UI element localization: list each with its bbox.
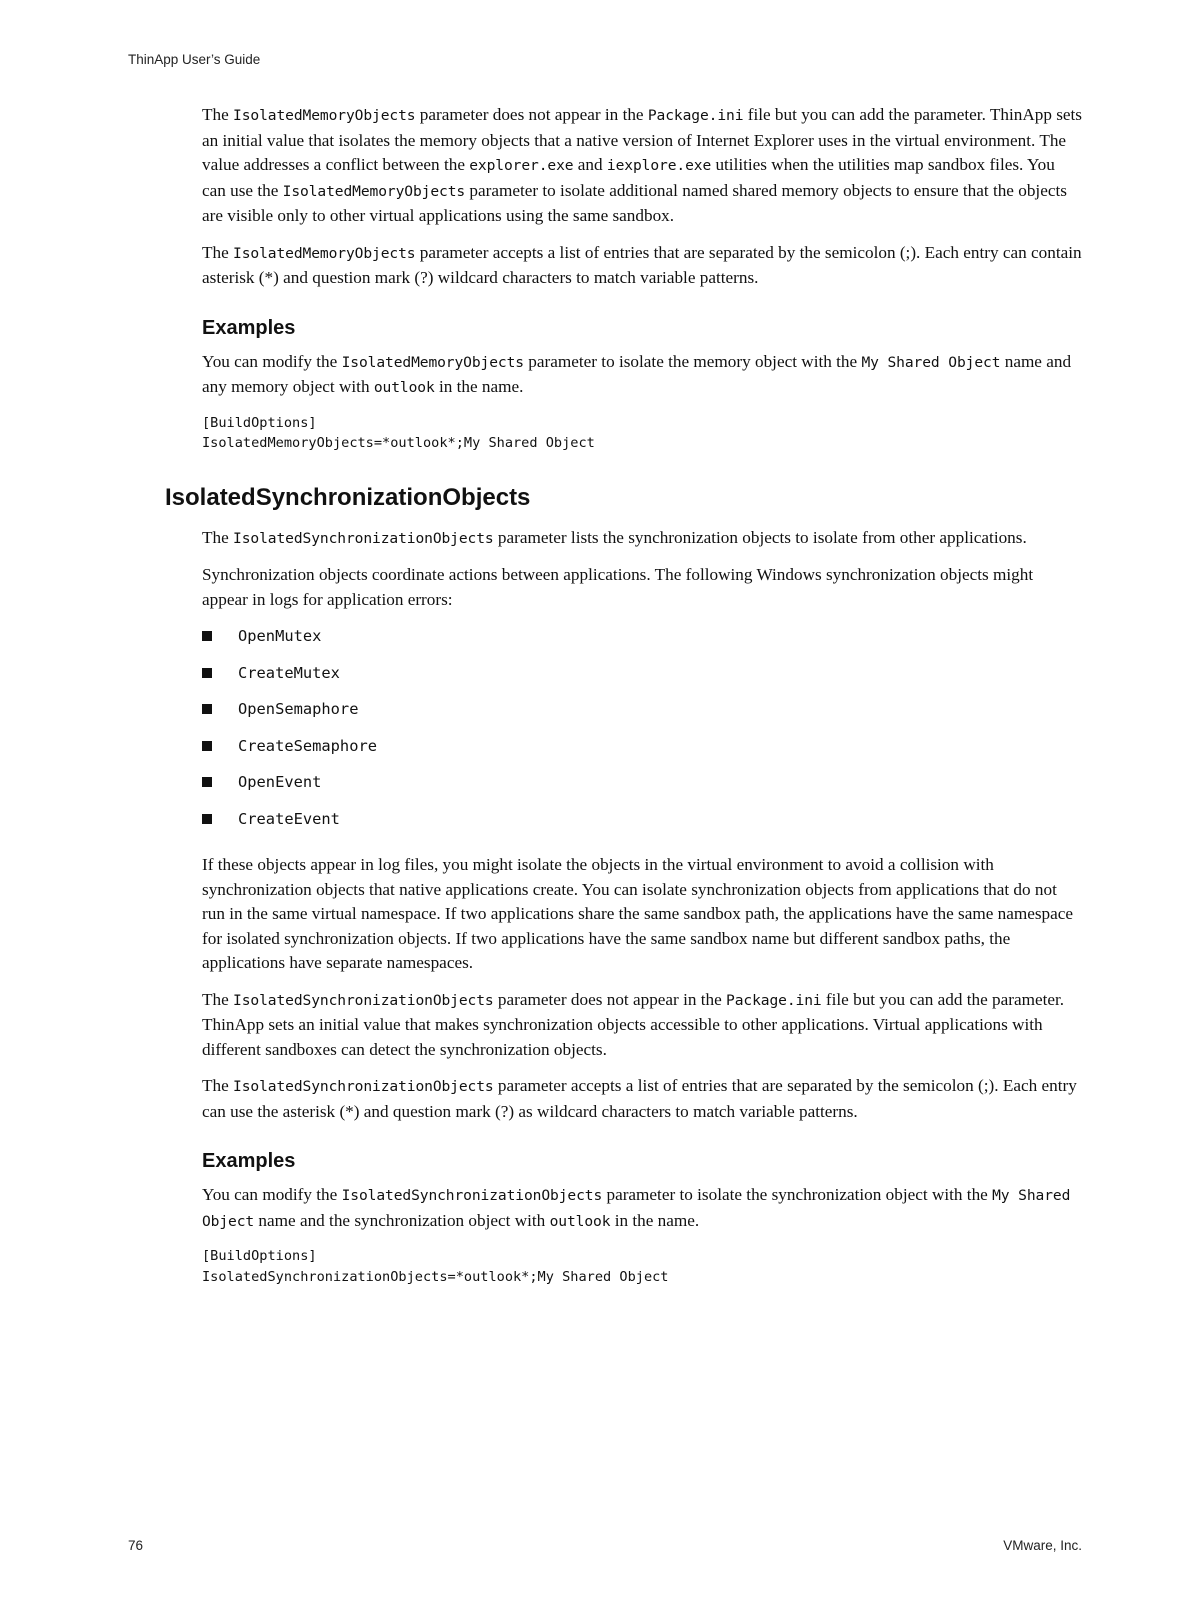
inline-code: IsolatedSynchronizationObjects xyxy=(233,1078,494,1095)
section-heading: IsolatedSynchronizationObjects xyxy=(165,483,531,511)
subsection-heading: Examples xyxy=(202,1150,296,1172)
footer-company: VMware, Inc. xyxy=(1003,1538,1082,1553)
paragraph: You can modify the IsolatedMemoryObjects parameter to isolate the memory object with the My Shared Object name and any memory object with outlook in the name. xyxy=(202,351,1072,396)
inline-code: IsolatedMemoryObjects xyxy=(233,107,416,124)
bullet-square-icon xyxy=(202,814,212,824)
paragraph: You can modify the IsolatedSynchronizationObjects parameter to isolate the synchronization object with the My Shared Object name and the synchronization object with outlook in the name. xyxy=(202,1185,1071,1230)
paragraph: The IsolatedSynchronizationObjects parameter lists the synchronization objects to isolate from other applications. xyxy=(202,527,1027,547)
code-block xyxy=(202,413,1082,454)
code-line: IsolatedSynchronizationObjects=*outlook*;My Shared Object xyxy=(202,1268,669,1285)
bullet-list xyxy=(202,624,1082,843)
bullet-square-icon xyxy=(202,704,212,714)
inline-code: outlook xyxy=(373,379,435,396)
paragraph: If these objects appear in log files, you might isolate the objects in the virtual environment to avoid a collision with synchronization objects that native applications create. You can isolate synchronization objects from applications that do not run in the same virtual namespace. If two applications share the same sandbox path, the applications have the same namespace for isolated synchronization objects. If two applications have the same sandbox name but different sandbox paths, the applications have separate namespaces. xyxy=(202,855,1074,972)
inline-code: iexplore.exe xyxy=(606,157,712,174)
inline-code: Package.ini xyxy=(647,107,744,124)
code-line: [BuildOptions] xyxy=(202,1248,317,1264)
inline-code: IsolatedSynchronizationObjects xyxy=(341,1187,603,1204)
list-item: OpenMutex xyxy=(202,624,1082,661)
list-item: CreateEvent xyxy=(202,807,1082,844)
subsection-heading: Examples xyxy=(202,316,296,339)
inline-code: Package.ini xyxy=(726,991,822,1009)
page-content xyxy=(165,103,1083,1305)
code-block xyxy=(202,1246,1082,1287)
code-line: IsolatedMemoryObjects=*outlook*;My Shared Object xyxy=(202,435,595,451)
paragraph: Synchronization objects coordinate actions between applications. The following Windows synchronization objects might appear in logs for application errors: xyxy=(202,565,1034,609)
running-header: ThinApp User’s Guide xyxy=(128,52,261,67)
list-item: CreateSemaphore xyxy=(202,734,1082,771)
bullet-square-icon xyxy=(202,631,212,641)
inline-code: outlook xyxy=(549,1212,611,1230)
bullet-square-icon xyxy=(202,741,212,751)
paragraph: The IsolatedSynchronizationObjects parameter accepts a list of entries that are separated by the semicolon (;). Each entry can use the asterisk (*) and question mark (?) as wildcard characters to match variable patterns. xyxy=(202,1076,1077,1121)
inline-code: IsolatedMemoryObjects xyxy=(341,353,524,371)
code-line: [BuildOptions] xyxy=(202,414,317,431)
inline-code: IsolatedSynchronizationObjects xyxy=(233,529,494,547)
bullet-square-icon xyxy=(202,777,212,787)
inline-code: IsolatedMemoryObjects xyxy=(282,182,466,200)
list-item: OpenSemaphore xyxy=(202,697,1082,734)
paragraph: The IsolatedMemoryObjects parameter accepts a list of entries that are separated by the semicolon (;). Each entry can contain asterisk (*) and question mark (?) wildcard characters to match variable patterns. xyxy=(202,242,1082,287)
inline-code: My Shared Object xyxy=(861,353,1001,371)
inline-code: IsolatedSynchronizationObjects xyxy=(233,991,494,1009)
page-number: 76 xyxy=(128,1538,144,1553)
bullet-square-icon xyxy=(202,668,212,678)
inline-code: My Shared Object xyxy=(202,1187,1071,1230)
list-item: CreateMutex xyxy=(202,661,1082,698)
paragraph: The IsolatedMemoryObjects parameter does not appear in the Package.ini file but you can add the parameter. ThinApp sets an initial value that isolates the memory objects that a native version of Internet Explorer uses in the virtual environment. The value addresses a conflict between the explorer.exe and iexplore.exe utilities when the utilities map sandbox files. You can use the IsolatedMemoryObjects parameter to isolate additional named shared memory objects to ensure that the objects are visible only to other virtual applications using the same sandbox. xyxy=(202,105,1083,225)
inline-code: explorer.exe xyxy=(469,157,574,174)
paragraph: The IsolatedSynchronizationObjects parameter does not appear in the Package.ini file but you can add the parameter. ThinApp sets an initial value that makes synchronization objects accessible to other applications. Virtual applications with different sandboxes can detect the synchronization objects. xyxy=(202,989,1065,1059)
inline-code: IsolatedMemoryObjects xyxy=(233,244,416,262)
list-item: OpenEvent xyxy=(202,770,1082,807)
